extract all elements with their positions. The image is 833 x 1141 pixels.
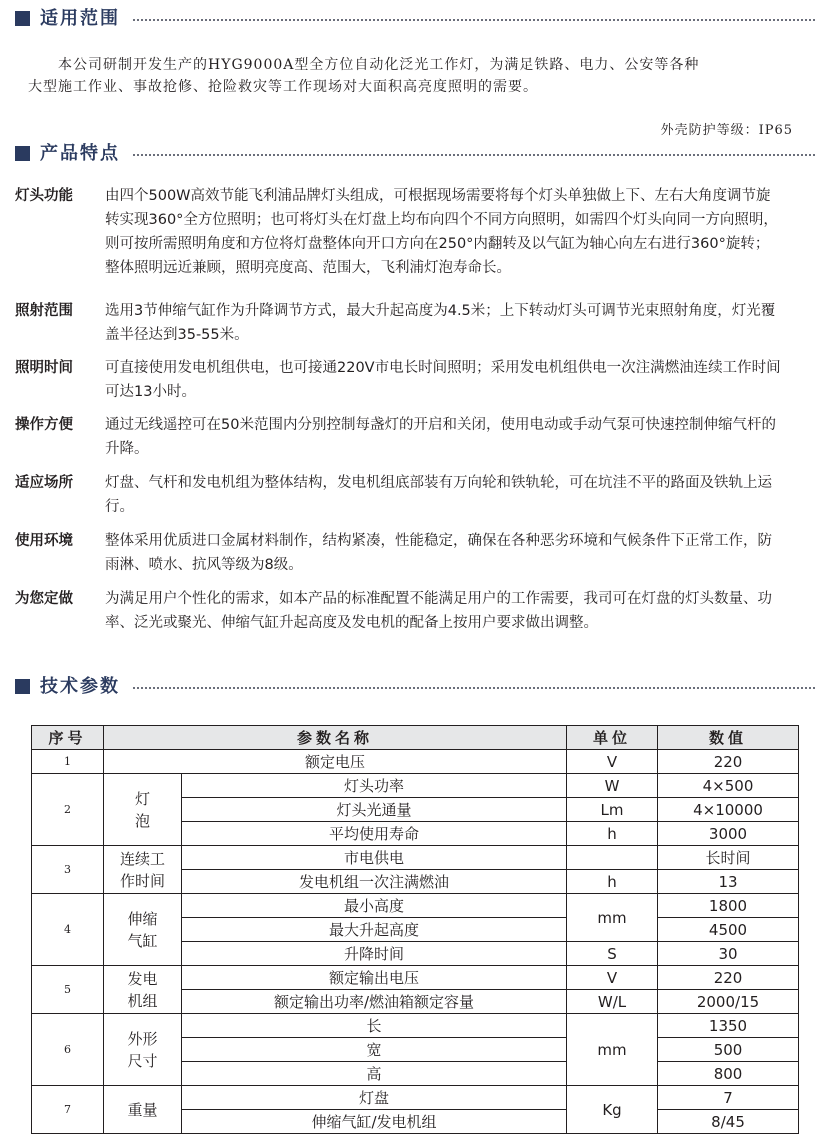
param-value: 1350 <box>658 1014 799 1038</box>
feature-line: 可直接使用发电机组供电，也可接通220V市电长时间照明；采用发电机组供电一次注满燃油连续工作时间 <box>105 360 781 376</box>
param-name: 灯头光通量 <box>182 798 567 822</box>
feature-label: 灯头功能 <box>15 188 73 204</box>
intro-paragraph <box>28 54 818 98</box>
param-value: 220 <box>658 966 799 990</box>
square-bullet-icon <box>15 11 30 26</box>
param-unit: mm <box>567 1014 658 1086</box>
feature-label: 适应场所 <box>15 475 73 491</box>
section-header-features <box>15 141 815 167</box>
feature-text <box>105 471 825 519</box>
feature-text <box>105 413 825 461</box>
spec-table <box>31 725 799 1134</box>
header-no: 序号 <box>32 726 104 750</box>
param-unit: h <box>567 822 658 846</box>
group-label-line: 机组 <box>127 991 158 1010</box>
feature-line: 转实现360°全方位照明；也可将灯头在灯盘上均布向四个不同方向照明，如需四个灯头向同一方向照明， <box>105 212 778 228</box>
section-header-params <box>15 674 815 700</box>
param-value: 4×500 <box>658 774 799 798</box>
group-label-line: 外形 <box>127 1029 158 1048</box>
param-value: 4×10000 <box>658 798 799 822</box>
param-value: 4500 <box>658 918 799 942</box>
section-title: 适用范围 <box>40 8 120 29</box>
param-unit: mm <box>567 894 658 942</box>
param-value: 1800 <box>658 894 799 918</box>
param-name: 平均使用寿命 <box>182 822 567 846</box>
param-name: 额定输出电压 <box>182 966 567 990</box>
group-label <box>104 774 182 846</box>
param-unit: W <box>567 774 658 798</box>
param-name: 灯头功率 <box>182 774 567 798</box>
feature-line: 升降。 <box>105 441 149 457</box>
feature-label: 使用环境 <box>15 533 73 549</box>
param-value: 长时间 <box>658 846 799 870</box>
intro-line: 本公司研制开发生产的HYG9000A型全方位自动化泛光工作灯，为满足铁路、电力、公安等各种 <box>58 57 700 73</box>
feature-line: 选用3节伸缩气缸作为升降调节方式，最大升起高度为4.5米；上下转动灯头可调节光束照射角度，灯光覆 <box>105 303 776 319</box>
row-no: 5 <box>32 966 104 1014</box>
param-name: 宽 <box>182 1038 567 1062</box>
group-label <box>104 966 182 1014</box>
param-name: 长 <box>182 1014 567 1038</box>
param-unit: Lm <box>567 798 658 822</box>
row-no: 4 <box>32 894 104 966</box>
row-no: 7 <box>32 1086 104 1134</box>
group-label-line: 伸缩 <box>127 909 158 928</box>
feature-line: 率、泛光或聚光、伸缩气缸升起高度及发电机的配备上按用户要求做出调整。 <box>105 615 598 631</box>
group-label: 重量 <box>104 1086 182 1134</box>
param-name: 市电供电 <box>182 846 567 870</box>
param-name: 额定输出功率/燃油箱额定容量 <box>182 990 567 1014</box>
feature-line: 可达13小时。 <box>105 384 196 400</box>
param-name: 最大升起高度 <box>182 918 567 942</box>
param-name: 最小高度 <box>182 894 567 918</box>
table-header-row <box>32 726 799 750</box>
feature-label: 照射范围 <box>15 303 73 319</box>
param-unit: S <box>567 942 658 966</box>
protection-rating: 外壳防护等级：IP65 <box>660 123 793 138</box>
group-label-line: 泡 <box>134 811 150 830</box>
param-value: 500 <box>658 1038 799 1062</box>
group-label-line: 作时间 <box>119 871 165 890</box>
param-unit: V <box>567 966 658 990</box>
square-bullet-icon <box>15 679 30 694</box>
param-value: 8/45 <box>658 1110 799 1134</box>
param-name: 灯盘 <box>182 1086 567 1110</box>
row-no: 1 <box>32 750 104 774</box>
row-no: 3 <box>32 846 104 894</box>
param-name: 额定电压 <box>104 750 567 774</box>
feature-line: 整体采用优质进口金属材料制作，结构紧凑，性能稳定，确保在各种恶劣环境和气候条件下正常工作，防 <box>105 533 772 549</box>
feature-line: 通过无线遥控可在50米范围内分别控制每盏灯的开启和关闭，使用电动或手动气泵可快速控制伸缩气杆的 <box>105 417 776 433</box>
dotted-divider <box>133 687 815 689</box>
dotted-divider <box>133 154 815 156</box>
header-unit: 单位 <box>567 726 658 750</box>
param-unit <box>567 846 658 870</box>
param-unit: W/L <box>567 990 658 1014</box>
group-label-line: 尺寸 <box>127 1051 158 1070</box>
feature-label: 照明时间 <box>15 360 73 376</box>
table-row <box>32 774 799 798</box>
feature-line: 雨淋、喷水、抗风等级为8级。 <box>105 557 303 573</box>
group-label-line: 连续工 <box>119 849 165 868</box>
table-row <box>32 1014 799 1038</box>
feature-text <box>105 299 825 347</box>
dotted-divider <box>133 19 815 21</box>
group-label <box>104 894 182 966</box>
intro-line: 大型施工作业、事故抢修、抢险救灾等工作现场对大面积高亮度照明的需要。 <box>28 79 538 95</box>
group-label <box>104 846 182 894</box>
param-name: 伸缩气缸/发电机组 <box>182 1110 567 1134</box>
param-value: 7 <box>658 1086 799 1110</box>
feature-text <box>105 356 825 404</box>
table-row <box>32 750 799 774</box>
table-row <box>32 1086 799 1110</box>
feature-text <box>105 184 825 280</box>
param-value: 2000/15 <box>658 990 799 1014</box>
group-label <box>104 1014 182 1086</box>
section-title: 产品特点 <box>40 143 120 164</box>
param-name: 发电机组一次注满燃油 <box>182 870 567 894</box>
feature-line: 盖半径达到35-55米。 <box>105 327 249 343</box>
feature-line: 则可按所需照明角度和方位将灯盘整体向开口方向在250°内翻转及以气缸为轴心向左右进行360°旋转； <box>105 236 770 252</box>
table-row <box>32 846 799 870</box>
param-value: 30 <box>658 942 799 966</box>
feature-label: 操作方便 <box>15 417 73 433</box>
param-value: 220 <box>658 750 799 774</box>
feature-line: 行。 <box>105 499 134 515</box>
row-no: 6 <box>32 1014 104 1086</box>
param-value: 3000 <box>658 822 799 846</box>
param-unit: h <box>567 870 658 894</box>
header-name: 参数名称 <box>104 726 567 750</box>
table-row <box>32 894 799 918</box>
param-unit: V <box>567 750 658 774</box>
feature-line: 灯盘、气杆和发电机组为整体结构，发电机组底部装有万向轮和铁轨轮，可在坑洼不平的路面及铁轨上运 <box>105 475 772 491</box>
section-title: 技术参数 <box>40 676 120 697</box>
group-label-line: 发电 <box>127 969 158 988</box>
group-label-line: 气缸 <box>127 931 158 950</box>
header-value: 数值 <box>658 726 799 750</box>
group-label-line: 灯 <box>134 789 150 808</box>
feature-line: 整体照明远近兼顾，照明亮度高、范围大，飞利浦灯泡寿命长。 <box>105 260 511 276</box>
param-unit: Kg <box>567 1086 658 1134</box>
section-header-scope <box>15 6 815 32</box>
table-row <box>32 966 799 990</box>
feature-text <box>105 529 825 577</box>
feature-line: 由四个500W高效节能飞利浦品牌灯头组成，可根据现场需要将每个灯头单独做上下、左右大角度调节旋 <box>105 188 771 204</box>
param-name: 升降时间 <box>182 942 567 966</box>
row-no: 2 <box>32 774 104 846</box>
param-name: 高 <box>182 1062 567 1086</box>
square-bullet-icon <box>15 146 30 161</box>
feature-line: 为满足用户个性化的需求，如本产品的标准配置不能满足用户的工作需要，我司可在灯盘的灯头数量、功 <box>105 591 772 607</box>
feature-label: 为您定做 <box>15 591 73 607</box>
param-value: 13 <box>658 870 799 894</box>
param-value: 800 <box>658 1062 799 1086</box>
feature-text <box>105 587 825 635</box>
